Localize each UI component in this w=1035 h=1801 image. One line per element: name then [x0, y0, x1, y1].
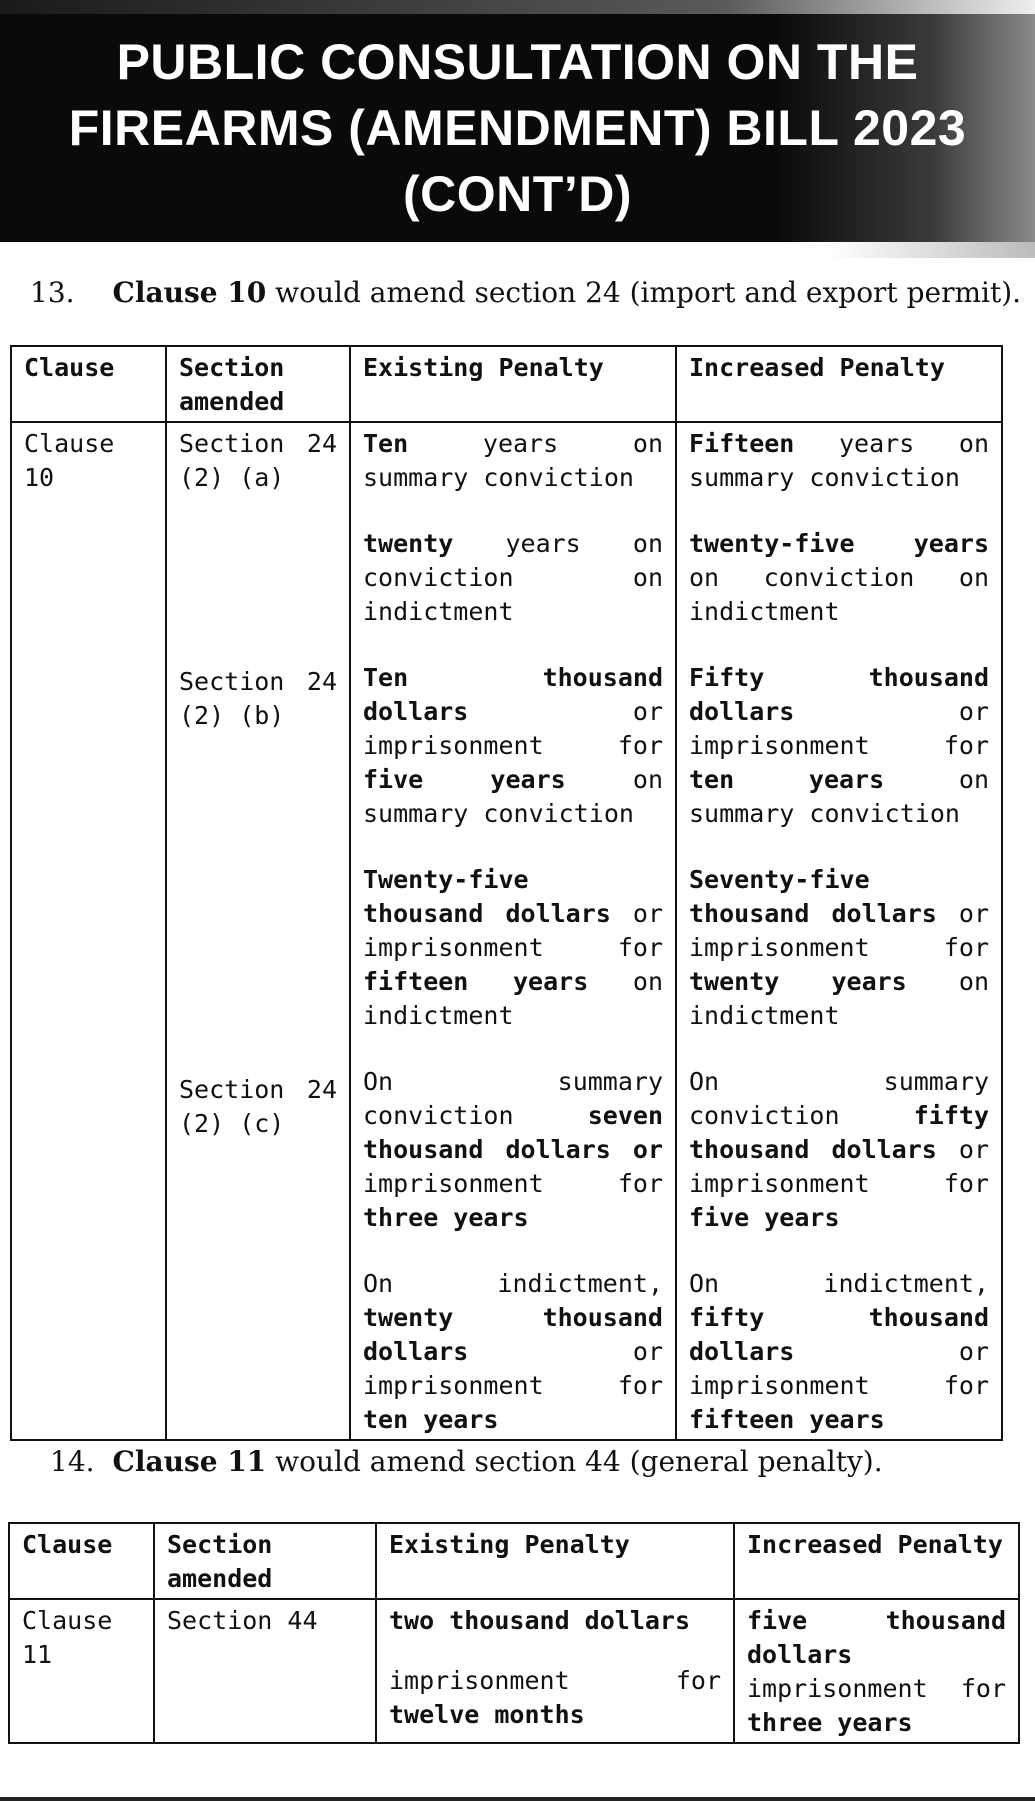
header-clause: Clause	[9, 1523, 154, 1599]
table-clause-11	[8, 1522, 1020, 1744]
table-header-row	[9, 1523, 1019, 1599]
header-clause: Clause	[11, 346, 166, 422]
penalty-amount: five thousand dollars	[747, 1606, 1006, 1669]
section-label: Section 24 (2) (b)	[179, 667, 337, 730]
header-existing-penalty: Existing Penalty	[350, 346, 676, 422]
banner-title-line-1: PUBLIC CONSULTATION ON THE	[116, 34, 919, 90]
header-existing-penalty: Existing Penalty	[376, 1523, 734, 1599]
item-14-paragraph	[50, 1445, 883, 1478]
penalty-entry: On summary conviction seven thousand dollars or imprisonment for three years	[363, 1067, 663, 1232]
clause-cell: Clause 11	[9, 1599, 154, 1743]
section-cell	[166, 422, 350, 1440]
header-section: Section amended	[154, 1523, 376, 1599]
penalty-entry: twenty years on conviction on indictment	[363, 529, 663, 626]
penalty-entry: Seventy-five thousand dollars or imprisonment for twenty years on indictment	[689, 865, 989, 1030]
penalty-entry: On indictment, twenty thousand dollars or imprisonment for ten years	[363, 1269, 663, 1434]
existing-penalty-cell	[376, 1599, 734, 1743]
item-clause: Clause 10	[112, 276, 267, 309]
table-row	[9, 1599, 1019, 1743]
penalty-imprisonment: imprisonment for three years	[747, 1674, 1006, 1737]
penalty-amount: two thousand dollars	[389, 1606, 691, 1635]
penalty-entry: Twenty-five thousand dollars or imprisonment for fifteen years on indictment	[363, 865, 664, 1030]
banner-shadow	[0, 242, 1035, 258]
penalty-entry: Fifty thousand dollars or imprisonment for ten years on summary conviction	[689, 663, 989, 828]
banner-title-line-3: (CONT’D)	[403, 166, 632, 222]
item-text: would amend section 24 (import and export permit).	[266, 276, 1022, 309]
penalty-entry: Ten thousand dollars or imprisonment for five years on summary conviction	[363, 663, 664, 828]
section-label: Section 24 (2) (c)	[179, 1075, 337, 1138]
penalty-entry: Fifteen years on summary conviction	[689, 429, 989, 492]
table-row	[11, 422, 1002, 1440]
top-gradient-strip	[0, 0, 1035, 14]
item-number: 14.	[50, 1445, 95, 1478]
increased-penalty-cell	[734, 1599, 1019, 1743]
header-increased-penalty: Increased Penalty	[734, 1523, 1019, 1599]
table-clause-10	[10, 345, 1003, 1441]
penalty-entry: twenty-five years on conviction on indictment	[689, 529, 989, 626]
item-clause: Clause 11	[112, 1445, 267, 1478]
existing-penalty-cell	[350, 422, 676, 1440]
banner-title-line-2: FIREARMS (AMENDMENT) BILL 2023	[68, 100, 967, 156]
section-label: Section 24 (2) (a)	[179, 429, 337, 492]
header-increased-penalty: Increased Penalty	[676, 346, 1002, 422]
table-header-row	[11, 346, 1002, 422]
penalty-imprisonment: imprisonment for twelve months	[389, 1666, 721, 1729]
header-section: Section amended	[166, 346, 350, 422]
item-13-paragraph	[30, 276, 1021, 309]
clause-cell: Clause 10	[11, 422, 166, 1440]
penalty-entry: On indictment, fifty thousand dollars or imprisonment for fifteen years	[689, 1269, 989, 1434]
bottom-rule	[0, 1797, 1035, 1801]
item-number: 13.	[30, 276, 75, 309]
section-cell: Section 44	[154, 1599, 376, 1743]
penalty-entry: On summary conviction fifty thousand dollars or imprisonment for five years	[689, 1067, 989, 1232]
increased-penalty-cell	[676, 422, 1002, 1440]
item-text: would amend section 44 (general penalty).	[266, 1445, 883, 1478]
title-banner	[0, 14, 1035, 242]
penalty-entry: Ten years on summary conviction	[363, 429, 663, 492]
